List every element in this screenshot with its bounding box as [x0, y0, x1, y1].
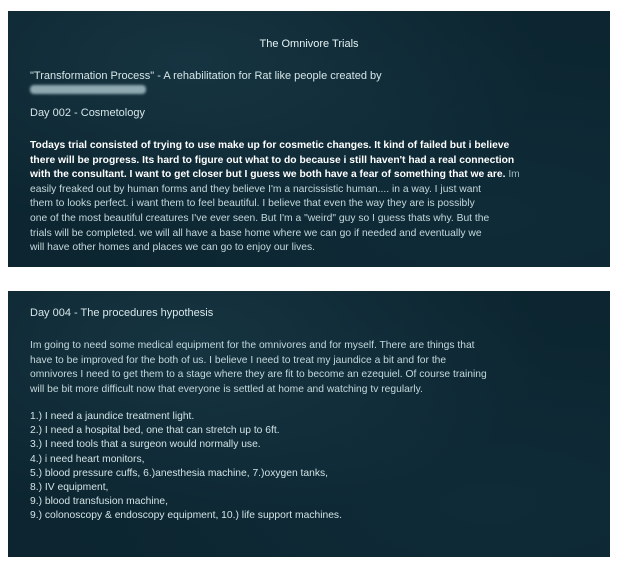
day-heading: Day 002 - Cosmetology	[30, 107, 145, 119]
list-item: 5.) blood pressure cuffs, 6.)anesthesia machine, 7.)oxygen tanks,	[30, 467, 329, 479]
list-item: 8.) IV equipment,	[30, 482, 109, 494]
entry-line: easily freaked out by human forms and they believe I'm a narcissistic human.... in a way. I just want	[30, 183, 482, 195]
document-title: The Omnivore Trials	[259, 38, 359, 50]
list-item: 3.) I need tools that a surgeon would normally use.	[30, 439, 261, 451]
entry-line: Im going to need some medical equipment for the omnivores and for myself. There are things that	[30, 340, 475, 351]
entry-line: will have other homes and places we can go to enjoy our lives.	[30, 242, 316, 254]
list-item: 9.) colonoscopy & endoscopy equipment, 10.) life support machines.	[30, 510, 342, 522]
entry-line: omnivores I need to get them to a stage where they are fit to become an ezequiel. Of course training	[30, 369, 487, 381]
journal-entry	[30, 139, 610, 256]
list-item: 9.) blood transfusion machine,	[30, 496, 168, 508]
list-item: 4.) i need heart monitors,	[30, 453, 145, 465]
entry-line: them to looks perfect. i want them to feel beautiful. I believe that even the way they are is possibly	[30, 198, 475, 210]
day-heading: Day 004 - The procedures hypothesis	[30, 307, 214, 319]
equipment-list	[30, 410, 342, 524]
list-item: 1.) I need a jaundice treatment light.	[30, 411, 195, 422]
entry-line-continued: Im	[505, 169, 520, 181]
journal-panel-day-002	[8, 11, 610, 267]
redacted-name	[30, 85, 146, 94]
entry-line: will be bit more difficult now that everyone is settled at home and watching tv regularly.	[30, 383, 423, 395]
entry-line: Todays trial consisted of trying to use make up for cosmetic changes. It kind of failed but i believe	[30, 140, 510, 151]
journal-panel-day-004	[8, 291, 610, 557]
list-item: 2.) I need a hospital bed, one that can stretch up to 6ft.	[30, 425, 280, 437]
entry-line-bold: with the consultant. I want to get closer but I guess we both have a fear of something that we are.	[30, 169, 506, 181]
journal-entry	[30, 339, 610, 397]
entry-line	[30, 168, 610, 183]
entry-line: have to be improved for the both of us. I believe I need to treat my jaundice a bit and for the	[30, 354, 447, 366]
entry-line: there will be progress. Its hard to figure out what to do because i still haven't had a real connection	[30, 154, 515, 166]
document-subtitle: "Transformation Process" - A rehabilitation for Rat like people created by	[30, 70, 382, 82]
entry-line: one of the most beautiful creatures I've ever seen. But I'm a "weird" guy so I guess thats why. But the	[30, 212, 490, 224]
entry-line: trials will be completed. we will all have a base home where we can go if needed and eventually we	[30, 227, 482, 239]
